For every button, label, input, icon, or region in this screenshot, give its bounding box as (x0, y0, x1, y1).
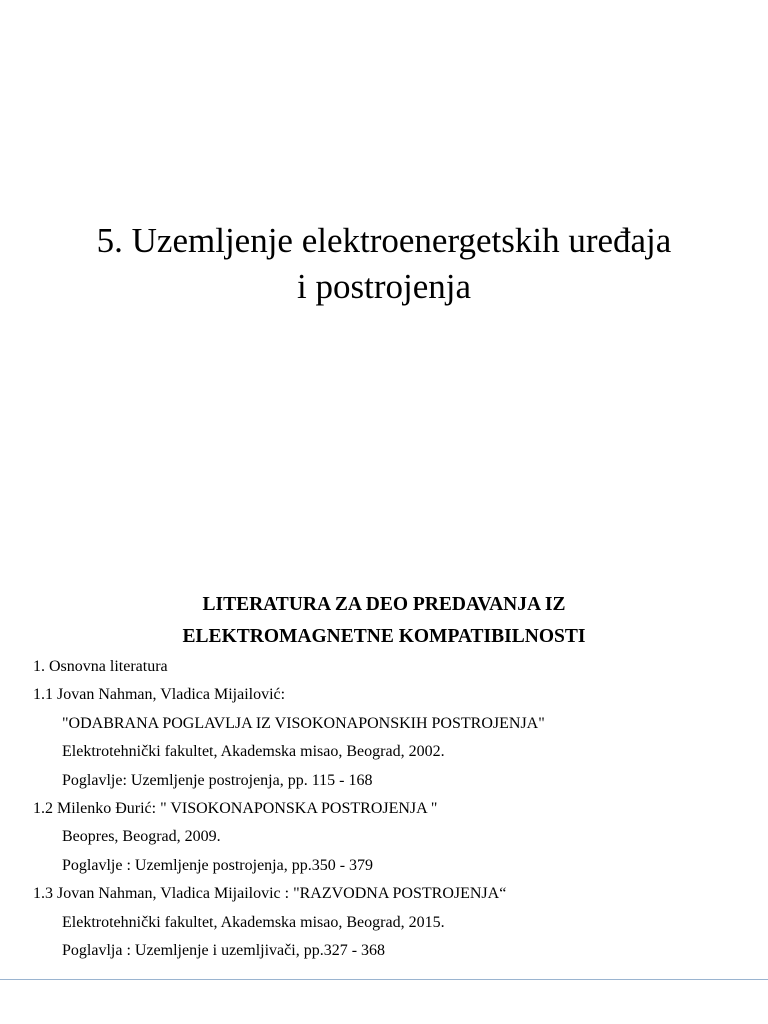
reference-1-1-authors: 1.1 Jovan Nahman, Vladica Mijailović: (33, 686, 286, 704)
reference-1-2-chapter: Poglavlje : Uzemljenje postrojenja, pp.350 - 379 (62, 856, 374, 874)
reference-1-1-publisher: Elektrotehnički fakultet, Akademska misao, Beograd, 2002. (62, 743, 445, 761)
reference-1-3-authors-title: 1.3 Jovan Nahman, Vladica Mijailovic : "RAZVODNA POSTROJENJA“ (33, 885, 507, 903)
reference-1-3-publisher: Elektrotehnički fakultet, Akademska misao, Beograd, 2015. (62, 913, 445, 931)
slide-title-line-2: i postrojenja (297, 267, 471, 306)
slide-title (0, 218, 768, 310)
reference-1-2-authors-title: 1.2 Milenko Đurić: " VISOKONAPONSKA POSTROJENJA " (33, 800, 438, 818)
slide-title-line-1: 5. Uzemljenje elektroenergetskih uređaja (96, 221, 672, 260)
reference-1-3-chapter: Poglavlja : Uzemljenje i uzemljivači, pp.327 - 368 (62, 942, 386, 960)
literature-heading (0, 589, 768, 653)
reference-1-2-publisher: Beopres, Beograd, 2009. (62, 828, 221, 846)
reference-1-1-chapter: Poglavlje: Uzemljenje postrojenja, pp. 115 - 168 (62, 771, 373, 789)
section-heading-basic-literature: 1. Osnovna literatura (33, 658, 168, 675)
literature-heading-line-2: ELEKTROMAGNETNE KOMPATIBILNOSTI (182, 626, 586, 647)
bottom-divider (0, 979, 768, 980)
reference-1-1-title: "ODABRANA POGLAVLJA IZ VISOKONAPONSKIH POSTROJENJA" (62, 714, 545, 732)
literature-list (0, 653, 768, 965)
literature-heading-line-1: LITERATURA ZA DEO PREDAVANJA IZ (202, 594, 566, 615)
